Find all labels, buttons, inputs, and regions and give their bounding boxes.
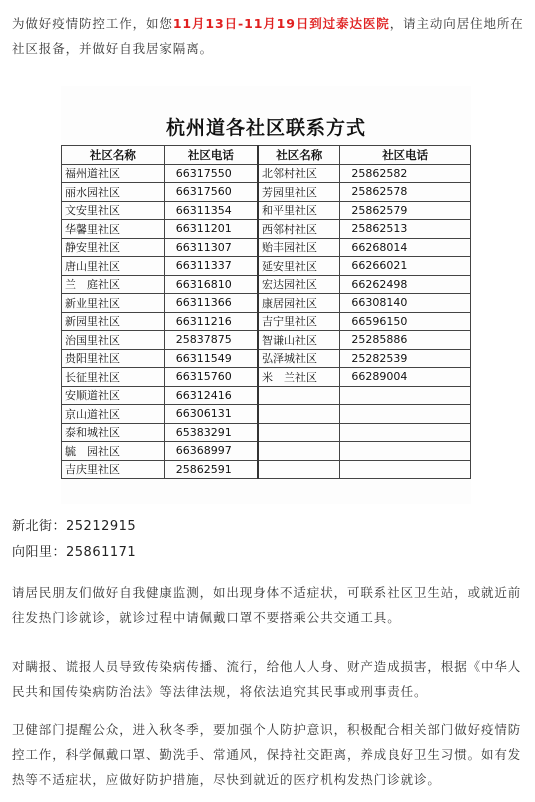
- community-phone-cell: [340, 386, 471, 405]
- community-name-cell: 文安里社区: [62, 201, 165, 220]
- community-phone-cell: 66368997: [164, 442, 258, 461]
- contact-table: [61, 145, 471, 479]
- table-row: [62, 460, 471, 479]
- community-phone-cell: 25862579: [340, 201, 471, 220]
- community-phone-cell: 25862578: [340, 183, 471, 202]
- community-name-cell: 新业里社区: [62, 294, 165, 313]
- community-phone-cell: 25862582: [340, 164, 471, 183]
- community-phone-cell: [340, 460, 471, 479]
- table-row: [62, 312, 471, 331]
- intro-suffix: ，请主动向居住地所在社区报备，并做好自我居家隔离。: [12, 16, 524, 56]
- community-name-cell: 弘泽城社区: [258, 349, 340, 368]
- phone-number: 25212915: [66, 519, 137, 534]
- table-title: 杭州道各社区联系方式: [165, 117, 366, 139]
- community-phone-cell: 66262498: [340, 275, 471, 294]
- table-row: [62, 183, 471, 202]
- intro-highlight: 11月13日-11月19日到过泰达医院: [172, 16, 390, 31]
- table-row: [62, 164, 471, 183]
- community-name-cell: 新园里社区: [62, 312, 165, 331]
- community-name-cell: 华馨里社区: [62, 220, 165, 239]
- phone-number: 25861171: [66, 545, 137, 560]
- community-phone-cell: 66312416: [164, 386, 258, 405]
- community-name-cell: 康居园社区: [258, 294, 340, 313]
- community-name-cell: [258, 386, 340, 405]
- community-name-cell: 静安里社区: [62, 238, 165, 257]
- community-phone-cell: 66317560: [164, 183, 258, 202]
- community-name-cell: 芳园里社区: [258, 183, 340, 202]
- community-phone-cell: 66311337: [164, 257, 258, 276]
- community-name-cell: 治国里社区: [62, 331, 165, 350]
- community-name-cell: 兰 庭社区: [62, 275, 165, 294]
- community-name-cell: 西邻村社区: [258, 220, 340, 239]
- community-phone-cell: 25862513: [340, 220, 471, 239]
- table-row: [62, 257, 471, 276]
- community-name-cell: 丽水园社区: [62, 183, 165, 202]
- community-name-cell: 延安里社区: [258, 257, 340, 276]
- community-phone-cell: 66311366: [164, 294, 258, 313]
- table-row: [62, 201, 471, 220]
- intro-prefix: 为做好疫情防控工作，如您: [12, 16, 173, 31]
- community-phone-cell: 66311216: [164, 312, 258, 331]
- community-phone-cell: 65383291: [164, 423, 258, 442]
- table-row: [62, 442, 471, 461]
- community-name-cell: 吉庆里社区: [62, 460, 165, 479]
- community-phone-cell: 66311549: [164, 349, 258, 368]
- health-reminder-paragraph: 卫健部门提醒公众，进入秋冬季，要加强个人防护意识，积极配合相关部门做好疫情防控工作，科学佩戴口罩、勤洗手、常通风，保持社交距离，养成良好卫生习惯。如有发热等不适症状，应做好防护措施，尽快到就近的医疗机构发热门诊就诊。: [12, 722, 522, 787]
- community-phone-cell: 66311354: [164, 201, 258, 220]
- table-row: [62, 349, 471, 368]
- community-phone-cell: 66315760: [164, 368, 258, 387]
- community-name-cell: 长征里社区: [62, 368, 165, 387]
- table-row: [62, 238, 471, 257]
- community-phone-cell: 66311201: [164, 220, 258, 239]
- table-body: [62, 164, 471, 479]
- community-name-cell: 宏达园社区: [258, 275, 340, 294]
- table-row: [62, 386, 471, 405]
- community-name-cell: 北邻村社区: [258, 164, 340, 183]
- health-advice-paragraph: 请居民朋友们做好自我健康监测，如出现身体不适症状，可联系社区卫生站，或就近前往发热门诊就诊，就诊过程中请佩戴口罩不要搭乘公共交通工具。: [12, 585, 522, 625]
- phone-label: 新北街：: [12, 519, 67, 534]
- legal-warning-paragraph: 对瞒报、谎报人员导致传染病传播、流行，给他人人身、财产造成损害，根据《中华人民共和国传染病防治法》等法律法规，将依法追究其民事或刑事责任。: [12, 659, 522, 699]
- table-row: [62, 405, 471, 424]
- community-phone-cell: 66308140: [340, 294, 471, 313]
- header-community-name: 社区名称: [258, 146, 340, 165]
- community-phone-cell: 66268014: [340, 238, 471, 257]
- community-name-cell: 毓 园社区: [62, 442, 165, 461]
- phone-label: 向阳里：: [12, 545, 67, 560]
- community-phone-cell: 66316810: [164, 275, 258, 294]
- community-name-cell: 唐山里社区: [62, 257, 165, 276]
- community-phone-cell: [340, 442, 471, 461]
- community-name-cell: 泰和城社区: [62, 423, 165, 442]
- community-phone-cell: 66289004: [340, 368, 471, 387]
- community-phone-cell: 25282539: [340, 349, 471, 368]
- header-community-phone: 社区电话: [340, 146, 471, 165]
- community-phone-cell: 25862591: [164, 460, 258, 479]
- table-row: [62, 368, 471, 387]
- community-phone-cell: 66306131: [164, 405, 258, 424]
- community-name-cell: [258, 405, 340, 424]
- community-phone-cell: 66266021: [340, 257, 471, 276]
- community-name-cell: 安顺道社区: [62, 386, 165, 405]
- community-phone-cell: 66596150: [340, 312, 471, 331]
- community-phone-cell: 66317550: [164, 164, 258, 183]
- community-name-cell: 京山道社区: [62, 405, 165, 424]
- phone-xinbeijie: [12, 515, 136, 534]
- header-community-phone: 社区电话: [164, 146, 258, 165]
- table-row: [62, 331, 471, 350]
- table-row: [62, 220, 471, 239]
- community-name-cell: [258, 423, 340, 442]
- contact-table-image: [61, 86, 471, 504]
- community-phone-cell: 66311307: [164, 238, 258, 257]
- community-name-cell: 贻丰园社区: [258, 238, 340, 257]
- phone-xiangyangli: [12, 541, 136, 560]
- community-name-cell: 智谦山社区: [258, 331, 340, 350]
- community-name-cell: [258, 460, 340, 479]
- table-row: [62, 275, 471, 294]
- community-name-cell: [258, 442, 340, 461]
- table-header-row: [62, 146, 471, 165]
- community-phone-cell: 25837875: [164, 331, 258, 350]
- community-phone-cell: [340, 423, 471, 442]
- community-name-cell: 米 兰社区: [258, 368, 340, 387]
- intro-paragraph: [12, 11, 524, 61]
- community-name-cell: 和平里社区: [258, 201, 340, 220]
- community-name-cell: 福州道社区: [62, 164, 165, 183]
- community-phone-cell: 25285886: [340, 331, 471, 350]
- community-name-cell: 吉宁里社区: [258, 312, 340, 331]
- community-phone-cell: [340, 405, 471, 424]
- header-community-name: 社区名称: [62, 146, 165, 165]
- table-row: [62, 294, 471, 313]
- table-row: [62, 423, 471, 442]
- community-name-cell: 贵阳里社区: [62, 349, 165, 368]
